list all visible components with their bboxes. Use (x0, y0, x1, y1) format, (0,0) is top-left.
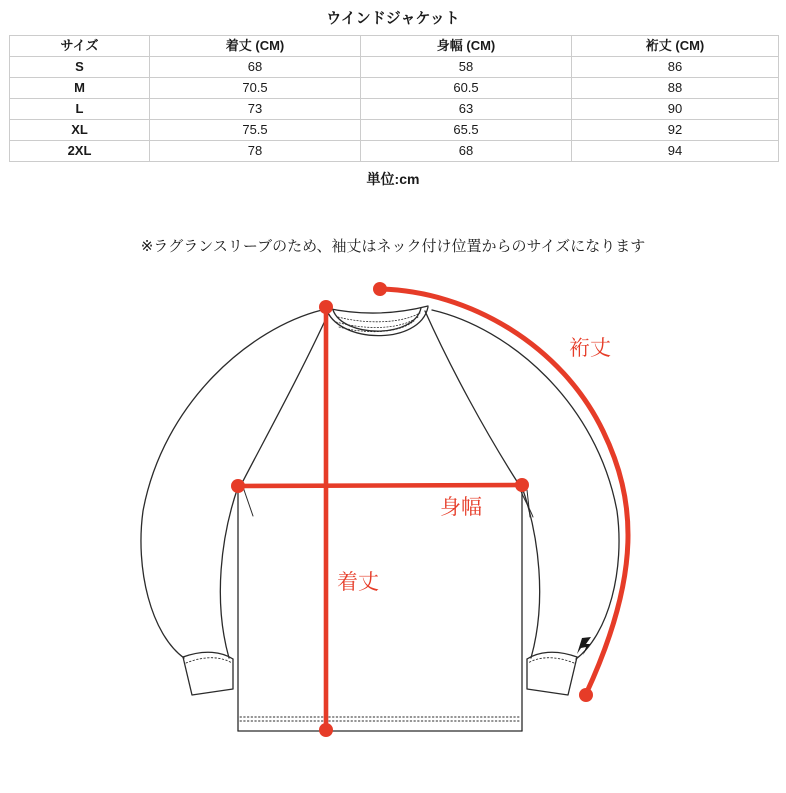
collar-rib-dotted-1 (338, 313, 420, 322)
body-length-label: 着丈 (337, 571, 379, 594)
measurement-overlay (231, 282, 628, 737)
body-width-line (238, 485, 522, 486)
value-cell: 90 (572, 99, 779, 120)
left-sleeve-inner-line (220, 487, 238, 658)
page-title: ウインドジャケット (326, 10, 460, 27)
value-cell: 78 (150, 141, 361, 162)
shirt-diagram-svg (0, 256, 786, 757)
value-cell: 92 (572, 120, 779, 141)
left-cuff (183, 657, 233, 695)
body-width-left-dot (231, 479, 245, 493)
size-cell: L (10, 99, 150, 120)
table-row (10, 141, 779, 162)
body-length-top-dot (319, 300, 333, 314)
body-width-label: 身幅 (440, 496, 482, 519)
raglan-note: ※ラグランスリーブのため、袖丈はネック付け位置からのサイズになります (140, 238, 646, 255)
right-cuff-seam-dotted (528, 658, 574, 663)
left-raglan-seam (242, 312, 329, 483)
value-cell: 65.5 (361, 120, 572, 141)
unit-label: 単位:cm (366, 171, 420, 187)
size-cell: S (10, 57, 150, 78)
value-cell: 63 (361, 99, 572, 120)
value-cell: 88 (572, 78, 779, 99)
left-armpit-notch (243, 487, 253, 516)
body-width-right-dot (515, 478, 529, 492)
header-size: サイズ (10, 36, 150, 57)
value-cell: 68 (150, 57, 361, 78)
right-cuff (527, 657, 577, 695)
collar-top-edge (326, 306, 428, 313)
size-table-body (10, 57, 779, 162)
measurement-diagram (0, 256, 786, 757)
value-cell: 68 (361, 141, 572, 162)
sleeve-length-start-dot (373, 282, 387, 296)
size-cell: 2XL (10, 141, 150, 162)
table-row (10, 99, 779, 120)
value-cell: 58 (361, 57, 572, 78)
left-cuff-seam-dotted (186, 658, 232, 663)
value-cell: 60.5 (361, 78, 572, 99)
header-sleeve-length: 裄丈 (CM) (572, 36, 779, 57)
size-table (9, 35, 779, 162)
value-cell: 75.5 (150, 120, 361, 141)
table-row (10, 120, 779, 141)
right-raglan-seam (425, 311, 518, 483)
header-body-width: 身幅 (CM) (361, 36, 572, 57)
body-length-bottom-dot (319, 723, 333, 737)
table-header-row (10, 36, 779, 57)
sleeve-length-end-dot (579, 688, 593, 702)
size-cell: XL (10, 120, 150, 141)
value-cell: 73 (150, 99, 361, 120)
sleeve-length-label: 裄丈 (569, 337, 611, 360)
header-body-length: 着丈 (CM) (150, 36, 361, 57)
value-cell: 94 (572, 141, 779, 162)
size-cell: M (10, 78, 150, 99)
value-cell: 70.5 (150, 78, 361, 99)
value-cell: 86 (572, 57, 779, 78)
shirt-outline-drawing (141, 306, 619, 731)
table-row (10, 57, 779, 78)
table-row (10, 78, 779, 99)
